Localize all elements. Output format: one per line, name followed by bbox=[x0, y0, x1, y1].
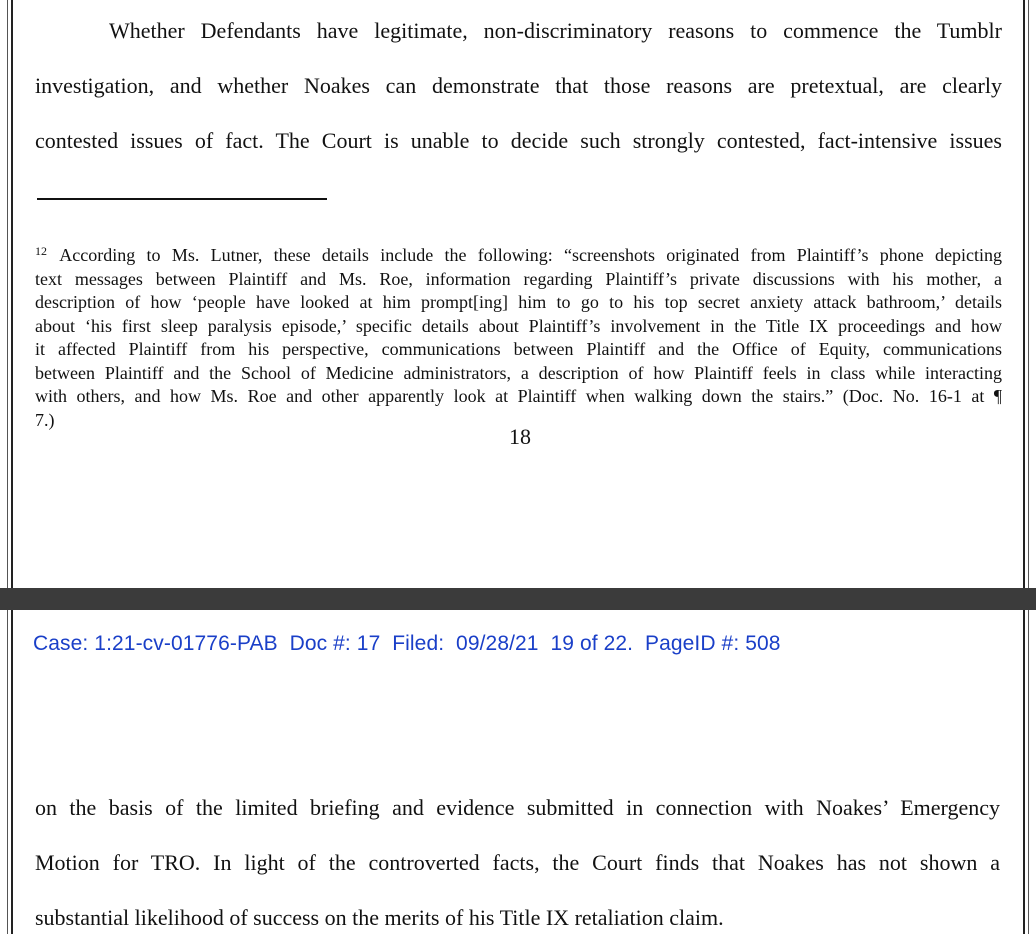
body-text-line: substantial likelihood of success on the merits of his Title IX retaliation claim. bbox=[35, 905, 724, 930]
footnote-separator-rule bbox=[37, 198, 327, 200]
footnote-line: text messages between Plaintiff and Ms. Roe, information regarding Plaintiff’s private discussions with his mother, a bbox=[35, 268, 1002, 289]
footnote-line: description of how ‘people have looked at him prompt[ing] him to go to his top secret anxiety attack bathroom,’ details bbox=[35, 292, 1002, 312]
footnote-line: it affected Plaintiff from his perspective, communications between Plaintiff and the Office of Equity, communications bbox=[35, 339, 1002, 359]
body-text-line: investigation, and whether Noakes can demonstrate that those reasons are pretextual, are clearly bbox=[35, 73, 1002, 98]
document-page-18 bbox=[11, 0, 1025, 588]
footnote-marker: 12 bbox=[35, 244, 47, 258]
footnote-line: 7.) bbox=[35, 409, 55, 430]
body-text-line: contested issues of fact. The Court is unable to decide such strongly contested, fact-intensive issues bbox=[35, 128, 1002, 153]
case-header: Case: 1:21-cv-01776-PAB Doc #: 17 Filed: 09/28/21 19 of 22. PageID #: 508 bbox=[33, 632, 781, 655]
footnote-line: about ‘his first sleep paralysis episode,’ specific details about Plaintiff’s involvement in the Title IX proceedings and how bbox=[35, 315, 1002, 336]
footnote-line: between Plaintiff and the School of Medicine administrators, a description of how Plaintiff feels in class while interacting bbox=[35, 362, 1002, 383]
footnote-line: with others, and how Ms. Roe and other apparently look at Plaintiff when walking down the stairs.” (Doc. No. 16-1 at ¶ bbox=[35, 386, 1002, 406]
document-page-19 bbox=[11, 610, 1025, 934]
footnote-line bbox=[35, 240, 1002, 268]
footnote-12 bbox=[35, 240, 1002, 432]
page-break-separator bbox=[0, 588, 1036, 610]
body-text-line: Whether Defendants have legitimate, non-discriminatory reasons to commence the Tumblr bbox=[109, 18, 1002, 43]
page-number: 18 bbox=[509, 424, 531, 449]
body-text-line: on the basis of the limited briefing and evidence submitted in connection with Noakes’ Emergency bbox=[35, 795, 1000, 820]
footnote-text: According to Ms. Lutner, these details include the following: “screenshots originated from Plaintiff’s phone depicting bbox=[59, 245, 1002, 265]
body-text-line: Motion for TRO. In light of the controverted facts, the Court finds that Noakes has not shown a bbox=[35, 850, 1000, 875]
